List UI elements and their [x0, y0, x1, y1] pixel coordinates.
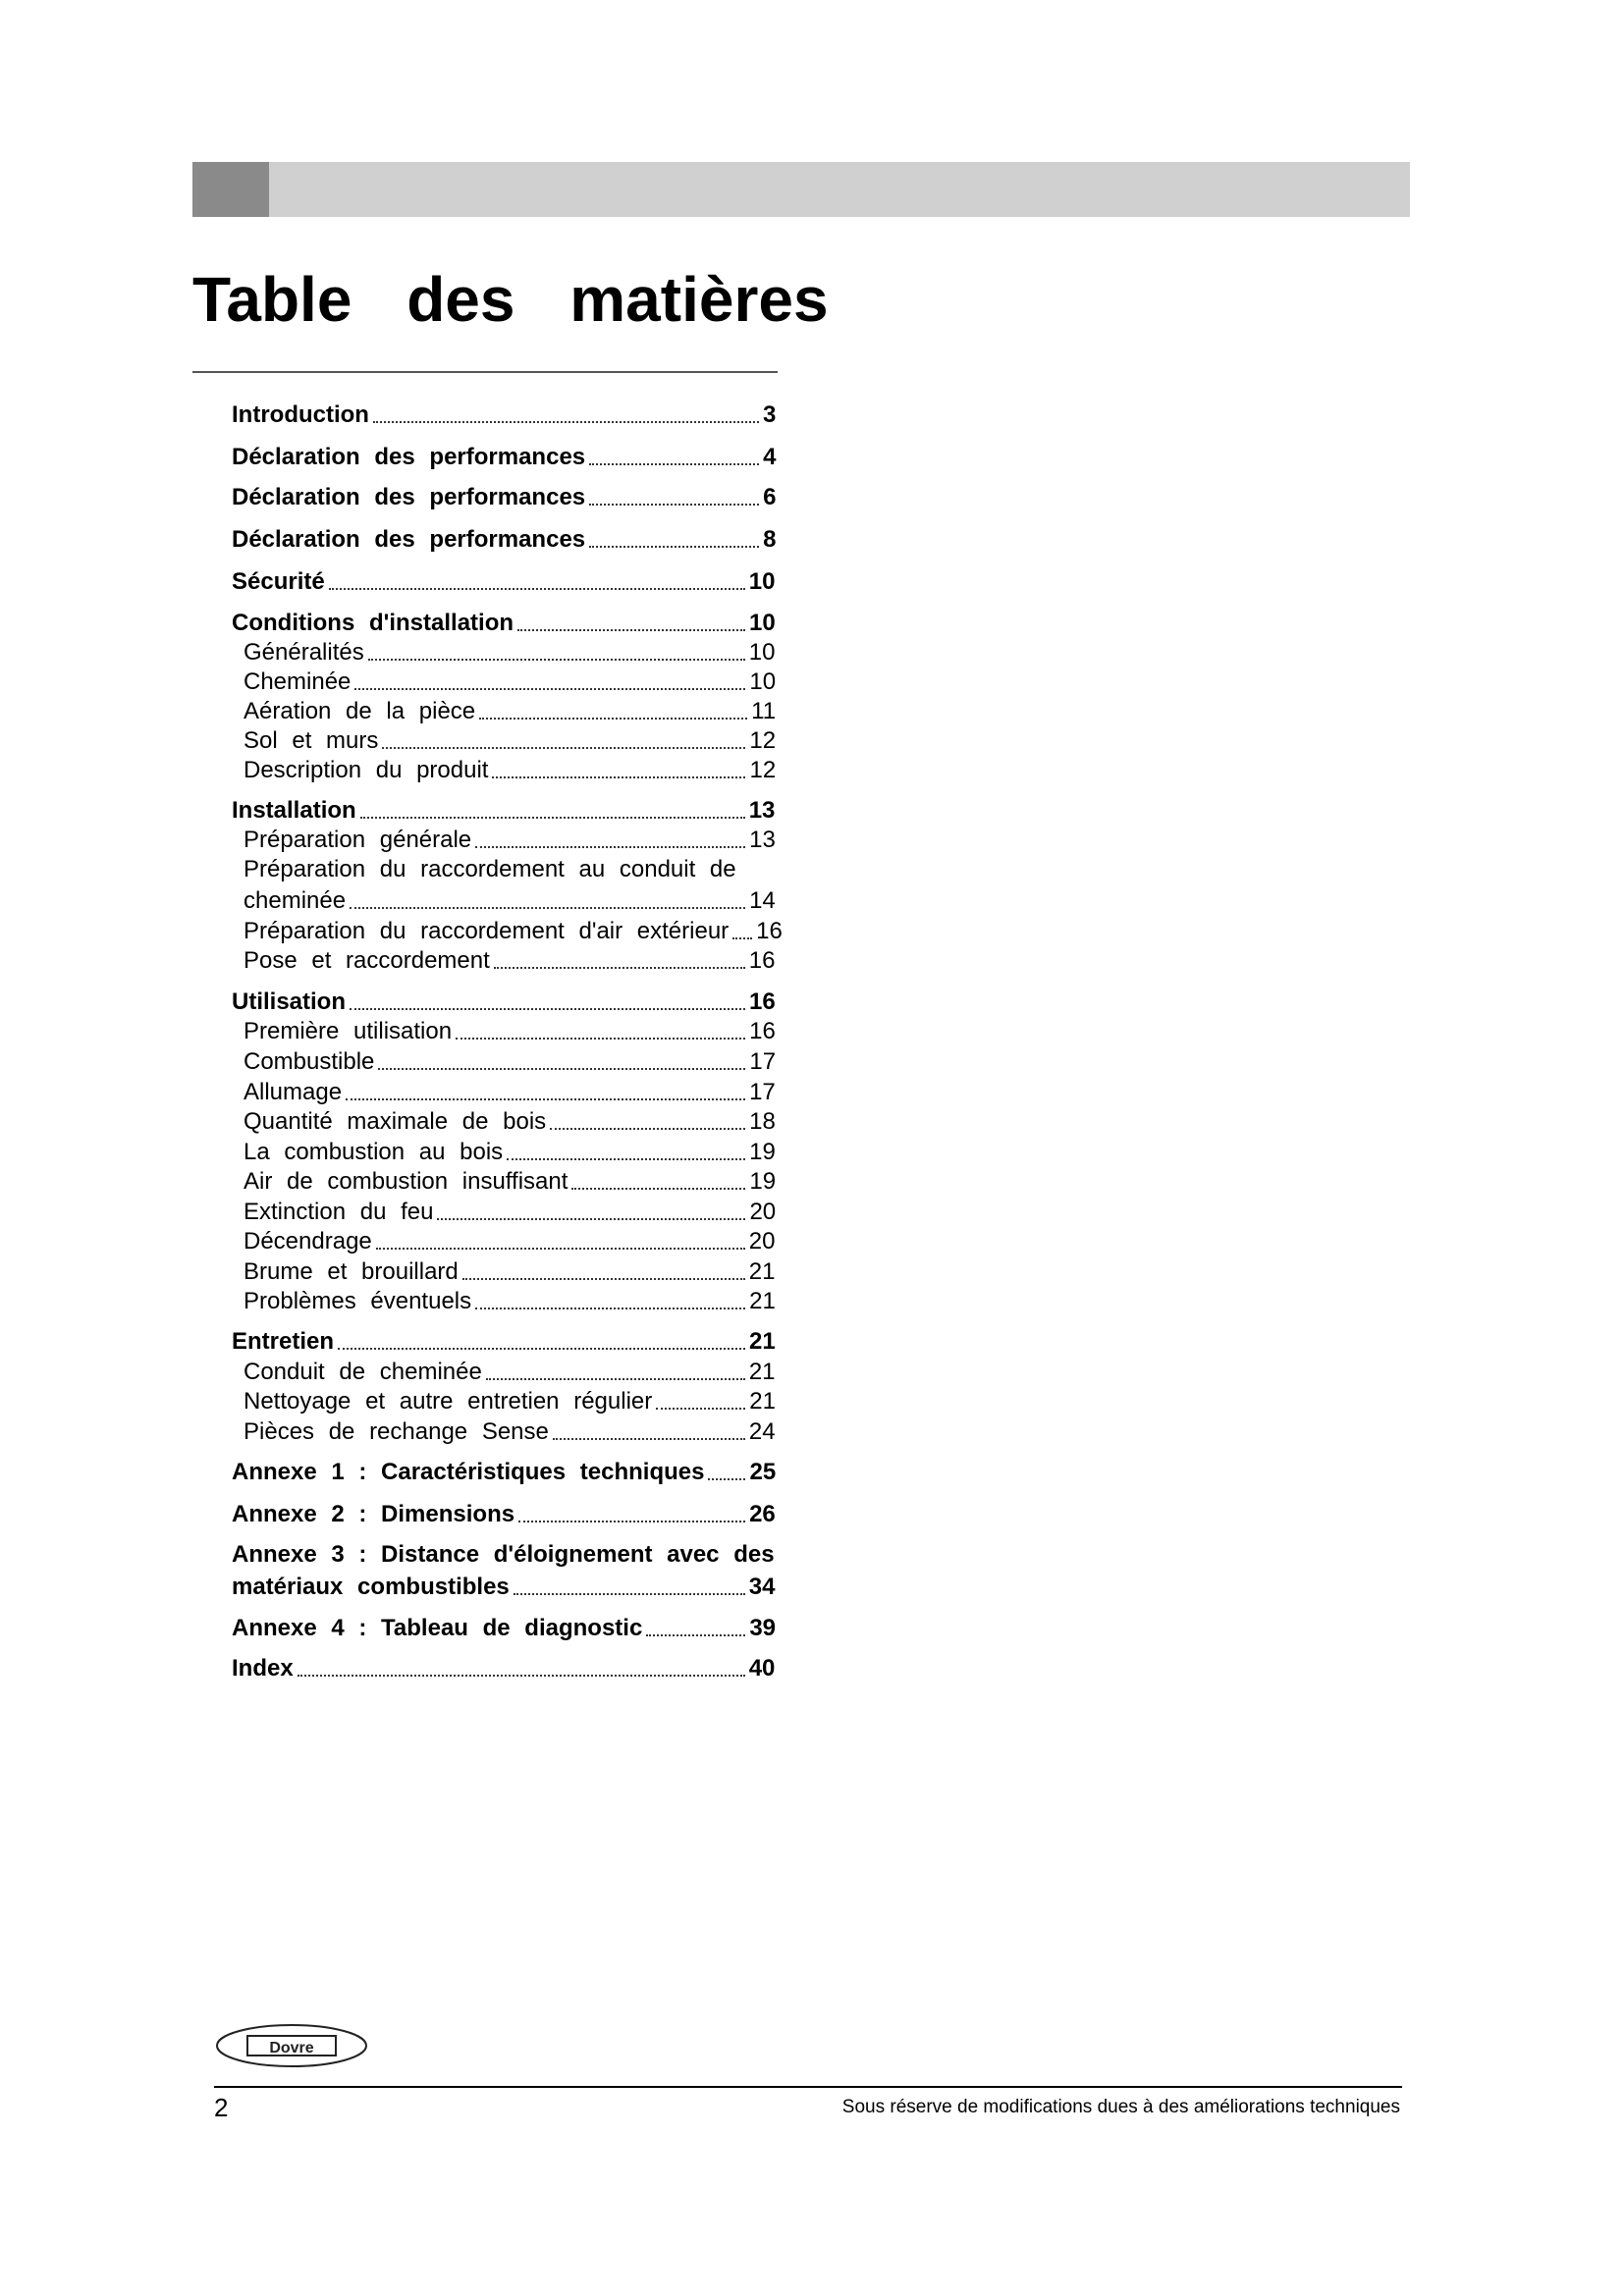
toc-entry-page: 25: [749, 1459, 777, 1485]
toc-entry-label: matériaux combustibles: [232, 1574, 510, 1600]
toc-entry-label: Description du produit: [244, 757, 489, 783]
toc-entry[interactable]: [244, 1080, 776, 1105]
toc-entry-label: Problèmes éventuels: [244, 1288, 472, 1314]
toc-entry-label: Installation: [232, 797, 356, 824]
footer-divider: [214, 2086, 1402, 2088]
toc-leader-dots: [475, 1308, 745, 1309]
toc-entry-label: Conditions d'installation: [232, 610, 514, 636]
toc-entry-page: 13: [748, 797, 776, 824]
header-band: [192, 162, 1410, 217]
toc-leader-dots: [462, 1278, 745, 1280]
page-title: Table des matières: [192, 264, 829, 335]
toc-entry-page: 21: [749, 1388, 776, 1415]
toc-entry[interactable]: [232, 1542, 775, 1568]
toc-entry-page: 13: [749, 827, 776, 853]
toc-entry[interactable]: [232, 485, 777, 510]
toc-entry-page: 3: [762, 401, 777, 428]
toc-entry-label: Nettoyage et autre entretien régulier: [244, 1388, 653, 1415]
toc-entry[interactable]: [232, 1656, 775, 1682]
toc-leader-dots: [571, 1188, 745, 1190]
toc-entry[interactable]: [232, 1616, 776, 1641]
toc-entry-label: Aération de la pièce: [244, 698, 476, 724]
title-divider: [192, 371, 778, 373]
toc-entry-label: Pièces de rechange Sense: [244, 1418, 549, 1445]
toc-entry-label: Quantité maximale de bois: [244, 1108, 547, 1135]
toc-entry-page: 18: [749, 1108, 776, 1135]
toc-entry-label: La combustion au bois: [244, 1139, 504, 1165]
toc-entry-page: 10: [748, 568, 776, 595]
toc-entry-page: 19: [749, 1168, 777, 1195]
page-number: 2: [214, 2093, 229, 2122]
toc-leader-dots: [517, 629, 745, 631]
toc-leader-dots: [589, 504, 759, 506]
toc-entry[interactable]: [232, 527, 777, 553]
svg-text:Dovre: Dovre: [269, 2040, 314, 2056]
toc-entry[interactable]: [244, 1049, 776, 1075]
toc-leader-dots: [338, 1348, 745, 1350]
toc-leader-dots: [382, 747, 745, 749]
toc-entry[interactable]: [244, 758, 776, 783]
toc-entry-label: Annexe 1 : Caractéristiques techniques: [232, 1459, 705, 1485]
toc-entry-page: 21: [748, 1258, 776, 1285]
toc-leader-dots: [456, 1038, 745, 1040]
toc-entry-label: Index: [232, 1655, 294, 1682]
toc-leader-dots: [514, 1593, 745, 1595]
toc-entry[interactable]: [244, 919, 783, 944]
toc-leader-dots: [589, 463, 759, 465]
toc-entry-page: 10: [748, 639, 776, 666]
toc-entry-label: Première utilisation: [244, 1018, 453, 1044]
toc-leader-dots: [437, 1218, 745, 1220]
toc-entry-page: 26: [749, 1501, 776, 1527]
toc-leader-dots: [494, 967, 745, 969]
toc-entry-label: Préparation générale: [244, 827, 472, 853]
toc-entry[interactable]: [232, 1460, 776, 1485]
toc-leader-dots: [479, 718, 747, 720]
toc-entry-page: 10: [749, 610, 776, 636]
toc-entry[interactable]: [244, 1200, 776, 1225]
toc-entry-page: 21: [749, 1288, 776, 1314]
toc-entry-page: 12: [749, 727, 777, 754]
toc-entry-page: 20: [748, 1228, 776, 1255]
toc-entry[interactable]: [244, 1140, 776, 1165]
toc-leader-dots: [507, 1158, 745, 1160]
toc-leader-dots: [329, 588, 745, 590]
toc-entry-label: Extinction du feu: [244, 1199, 434, 1225]
toc-entry-label: Entretien: [232, 1328, 335, 1355]
toc-entry-label: Brume et brouillard: [244, 1258, 459, 1285]
toc-entry[interactable]: [244, 1229, 775, 1255]
toc-entry[interactable]: [244, 669, 776, 695]
toc-entry[interactable]: [232, 989, 776, 1015]
toc-entry-label: Sécurité: [232, 568, 325, 595]
toc-leader-dots: [475, 846, 745, 848]
toc-entry[interactable]: [232, 798, 775, 824]
toc-entry-page: 8: [763, 526, 777, 553]
toc-entry[interactable]: [232, 1575, 775, 1600]
toc-entry-page: 21: [749, 1328, 776, 1355]
toc-entry-label: Introduction: [232, 401, 369, 428]
toc-entry-page: 21: [748, 1359, 776, 1385]
toc-entry-page: 34: [748, 1574, 776, 1600]
toc-entry[interactable]: [244, 828, 776, 853]
toc-entry-label: Air de combustion insuffisant: [244, 1168, 568, 1195]
toc-entry-page: 17: [749, 1079, 776, 1105]
toc-entry-label: Généralités: [244, 639, 364, 666]
toc-entry-page: 6: [763, 484, 777, 510]
toc-entry-label: Cheminée: [244, 668, 352, 695]
toc-entry-label: Annexe 2 : Dimensions: [232, 1501, 515, 1527]
toc-entry-label: Sol et murs: [244, 727, 379, 754]
toc-entry[interactable]: [244, 1019, 776, 1044]
toc-entry[interactable]: [244, 699, 776, 724]
toc-entry[interactable]: [232, 1329, 776, 1355]
toc-entry-page: 39: [749, 1615, 777, 1641]
toc-entry-page: 19: [749, 1139, 776, 1165]
toc-entry-label: Allumage: [244, 1079, 343, 1105]
toc-entry-label: Déclaration des performances: [232, 526, 586, 553]
toc-entry[interactable]: [232, 402, 776, 428]
toc-leader-dots: [346, 1098, 745, 1100]
toc-entry-page: 16: [748, 947, 776, 974]
toc-entry-label: Combustible: [244, 1048, 375, 1075]
toc-entry-page: 40: [748, 1655, 776, 1682]
toc-entry-label: Annexe 3 : Distance d'éloignement avec des: [232, 1541, 775, 1568]
toc-entry[interactable]: [232, 1502, 776, 1527]
toc-leader-dots: [656, 1408, 745, 1410]
toc-entry[interactable]: [244, 857, 736, 882]
toc-entry[interactable]: [232, 445, 777, 470]
toc-entry[interactable]: [244, 888, 776, 914]
toc-leader-dots: [732, 937, 752, 939]
toc-entry-page: 14: [749, 887, 776, 914]
toc-leader-dots: [553, 1438, 745, 1440]
toc-entry-page: 10: [749, 668, 777, 695]
toc-leader-dots: [376, 1248, 745, 1250]
toc-leader-dots: [708, 1478, 745, 1480]
toc-leader-dots: [373, 421, 759, 423]
toc-entry-label: cheminée: [244, 887, 347, 914]
toc-entry[interactable]: [244, 1360, 776, 1385]
toc-leader-dots: [550, 1128, 745, 1130]
toc-entry[interactable]: [244, 1109, 776, 1135]
toc-entry-page: 16: [749, 988, 776, 1015]
toc-entry[interactable]: [232, 611, 776, 636]
dovre-logo: [214, 2022, 369, 2069]
toc-entry-page: 12: [749, 757, 777, 783]
toc-entry-page: 24: [748, 1418, 776, 1445]
toc-entry-label: Conduit de cheminée: [244, 1359, 482, 1385]
toc-entry[interactable]: [244, 1169, 776, 1195]
toc-entry-page: 17: [749, 1048, 777, 1075]
toc-leader-dots: [360, 817, 745, 819]
toc-entry[interactable]: [244, 1389, 776, 1415]
toc-leader-dots: [350, 907, 745, 909]
toc-entry-label: Déclaration des performances: [232, 484, 586, 510]
toc-entry-label: Préparation du raccordement au conduit de: [244, 856, 736, 882]
toc-entry-page: 16: [749, 1018, 776, 1044]
toc-entry[interactable]: [244, 640, 775, 666]
toc-entry-label: Déclaration des performances: [232, 444, 586, 470]
toc-entry-page: 11: [751, 698, 777, 724]
toc-leader-dots: [492, 776, 745, 778]
footer-note: Sous réserve de modifications dues à des améliorations techniques: [841, 2097, 1400, 2117]
header-block: [192, 162, 269, 217]
toc-leader-dots: [646, 1634, 745, 1636]
toc-leader-dots: [589, 546, 759, 548]
toc-entry-label: Utilisation: [232, 988, 347, 1015]
toc-entry-page: 16: [756, 918, 783, 944]
toc-entry-label: Annexe 4 : Tableau de diagnostic: [232, 1615, 643, 1641]
toc-entry[interactable]: [244, 1419, 776, 1445]
toc-leader-dots: [354, 688, 745, 690]
toc-entry[interactable]: [244, 948, 776, 974]
toc-entry-label: Décendrage: [244, 1228, 372, 1255]
toc-entry[interactable]: [244, 728, 776, 754]
toc-entry[interactable]: [232, 569, 775, 595]
toc-entry[interactable]: [244, 1289, 776, 1314]
toc-entry-label: Pose et raccordement: [244, 947, 490, 974]
toc-leader-dots: [518, 1521, 745, 1522]
toc-entry-label: Préparation du raccordement d'air extérieur: [244, 918, 730, 944]
toc-leader-dots: [486, 1378, 745, 1380]
toc-leader-dots: [368, 659, 745, 661]
toc-leader-dots: [350, 1008, 745, 1010]
toc-entry-page: 4: [763, 444, 777, 470]
toc-leader-dots: [378, 1068, 745, 1070]
toc-entry[interactable]: [244, 1259, 775, 1285]
toc-entry-page: 20: [749, 1199, 777, 1225]
toc-leader-dots: [298, 1675, 745, 1677]
